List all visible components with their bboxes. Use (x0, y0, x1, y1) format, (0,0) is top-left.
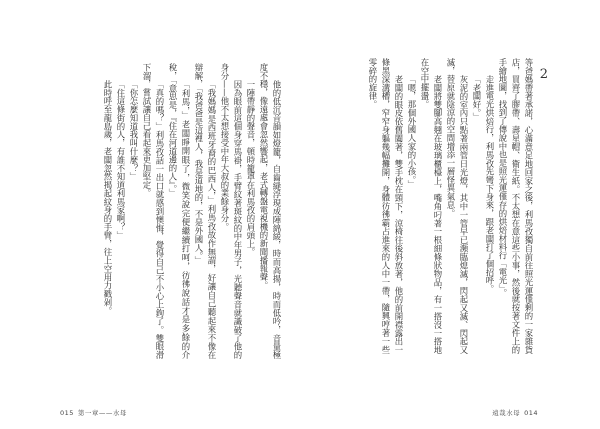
paragraph: 「我媽媽是西班牙裔的巴西人，」利馬孜故作無謂，好讓自己聽起來不像在辯解，「我爸爸是這裡人，我是道地的，不是外國人。」 (194, 63, 217, 359)
chapter-title: 第一章——水母 (77, 409, 127, 417)
paragraph: 「真的嗎？」利馬孜話一出口就感到懊悔，覺得自己不小心上鉤了。雙眼滑下溜，嘗試讓自己看起來更加堅定。 (142, 63, 165, 359)
paragraph: 老闆的眼皮依舊闔著，雙手枕在頸下，涼椅往後斜放著，他的前開襟露出一條黑深溝槽，窄窄身軀幾幅攤開，身體彷彿霸占進來的人中一帶，隨興哼著一些零碎的旋律。 (368, 58, 404, 354)
paragraph: 「你怎麼知道我叫什麼？」 (129, 79, 139, 181)
book-title: 遠哉水母 (492, 409, 521, 417)
paragraph: 一陣帶靜的聲音，頓時籠罩在利馬孜的肩頭上。 (246, 79, 256, 256)
paragraph: 等爸媽帶著承諾，心滿意足地回家之後，利馬孜獨自前往照光運僅剩的一家雜貨店，買齊了膠帶、壽星帽、衛生紙。不太想在意這些小事，然後就按著文件上的手繪地圖，找到了傳說中也是照光運僅存的烘焙材料行「電光」。 (498, 58, 534, 354)
right-page-body (323, 58, 535, 354)
right-page-footer (492, 409, 538, 417)
paragraph: 他的低沉音韻如燈籠，自齒縫浮現成陣綿緩，時而高揚，時而低吟，音量極度不穩，像遠處會忽然響起，老式轉盤電視機的新聞播報聲。 (259, 63, 282, 359)
paragraph: 因為眼前這個身穿馬褂，手臂紋著斑紋的中年男子，光聽聲音就識破了他的身分——他不太想接受中年大叔的業餘身分。 (220, 63, 243, 359)
paragraph: 「嗯，那個外國人家的小孩。」 (407, 74, 417, 189)
left-page-footer (60, 409, 127, 417)
page-number: 014 (524, 409, 538, 417)
page-number: 015 (60, 409, 74, 417)
paragraph: 走進電光烘焙行，利馬孜先彎下身來，跟老闆打了個招呼。 (485, 74, 495, 293)
paragraph: 灰泥的室內只點著兩管日光燈，其中一管早已瀕臨熄滅，閃起又滅、閃起又滅，替原就陰涼的空間增添一層怪異氣息。 (446, 58, 469, 354)
paragraph: 「老闆好。」 (472, 74, 482, 121)
section-number: 2 (539, 67, 548, 82)
paragraph: 「住這條街的人，有誰不知道利馬家啊？」 (116, 79, 126, 240)
left-page-body (58, 63, 283, 359)
right-page (300, 0, 600, 429)
paragraph: 老闆將雙腳高翹在玻璃櫃檯上，嘴角叼著一根細條狀物品，有一搭沒一搭地在空中擺盪。 (420, 58, 443, 354)
paragraph: 「利馬，」老闆睜開眼了，微笑說完便繼續打呵，彷彿說話才是多餘的介稅，「意思是，『住在河道邊的人』。」 (168, 63, 191, 359)
paragraph: 此時呼至龍島歲，老闆忽然揭起紋身的手臂，往上空用力戳剁。 (103, 79, 113, 315)
